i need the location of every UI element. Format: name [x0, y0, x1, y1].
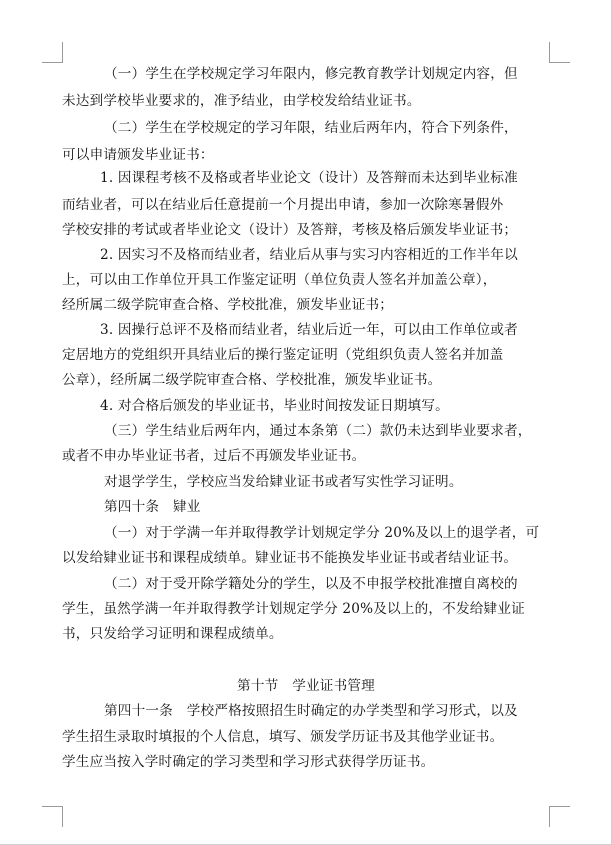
- paragraph-line: 对退学学生，学校应当发给肄业证书或者写实性学习证明。: [104, 474, 463, 490]
- crop-mark-bottom-right: [549, 806, 570, 827]
- paragraph-line: 而结业者，可以在结业后任意提前一个月提出申请，参加一次除寒暑假外: [62, 197, 504, 213]
- paragraph-line: 学生，虽然学满一年并取得教学计划规定学分 20%及以上的，不发给肄业证: [62, 601, 525, 617]
- paragraph-line: 学校安排的考试或者毕业论文（设计）及答辩，考核及格后颁发毕业证书；: [62, 222, 518, 238]
- paragraph-line: 1. 因课程考核不及格或者毕业论文（设计）及答辩而未达到毕业标准: [100, 170, 518, 186]
- paragraph-line: （一）学生在学校规定学习年限内，修完教育教学计划规定内容，但: [104, 66, 518, 82]
- paragraph-line: 2. 因实习不及格而结业者，结业后从事与实习内容相近的工作半年以: [100, 247, 518, 263]
- article-heading: 第四十条 肄业: [104, 499, 201, 515]
- crop-mark-top-right: [549, 42, 570, 63]
- paragraph-line: （三）学生结业后两年内，通过本条第（二）款仍未达到毕业要求者，: [104, 423, 532, 439]
- paragraph-line: 学生应当按入学时确定的学习类型和学习形式获得学历证书。: [62, 754, 435, 770]
- paragraph-line: 学生招生录取时填报的个人信息，填写、颁发学历证书及其他学业证书。: [62, 729, 504, 745]
- section-heading: 第十节 学业证书管理: [237, 678, 375, 694]
- paragraph-line: 或者不申办毕业证书者，过后不再颁发毕业证书。: [62, 448, 366, 464]
- paragraph-line: 定居地方的党组织开具结业后的操行鉴定证明（党组织负责人签名并加盖: [62, 347, 504, 363]
- paragraph-line: 3. 因操行总评不及格而结业者，结业后近一年，可以由工作单位或者: [100, 322, 518, 338]
- paragraph-line: （一）对于学满一年并取得教学计划规定学分 20%及以上的退学者，可: [104, 525, 540, 541]
- paragraph-line: 经所属二级学院审查合格、学校批准，颁发毕业证书；: [62, 297, 394, 313]
- paragraph-line: 书，只发给学习证明和课程成绩单。: [62, 626, 283, 642]
- paragraph-line: 第四十一条 学校严格按照招生时确定的办学类型和学习形式，以及: [104, 703, 518, 719]
- paragraph-line: （二）学生在学校规定的学习年限，结业后两年内，符合下列条件，: [104, 120, 518, 136]
- crop-mark-top-left: [42, 42, 63, 63]
- paragraph-line: 公章），经所属二级学院审查合格、学校批准，颁发毕业证书。: [62, 372, 442, 388]
- paragraph-line: 以发给肄业证书和课程成绩单。肄业证书不能换发毕业证书或者结业证书。: [62, 550, 518, 566]
- crop-mark-bottom-left: [42, 806, 63, 827]
- paragraph-line: 可以申请颁发毕业证书：: [62, 147, 214, 163]
- paragraph-line: 4. 对合格后颁发的毕业证书，毕业时间按发证日期填写。: [100, 398, 449, 414]
- paragraph-line: （二）对于受开除学籍处分的学生，以及不申报学校批准擅自离校的: [104, 576, 518, 592]
- paragraph-line: 上，可以由工作单位开具工作鉴定证明（单位负责人签名并加盖公章），: [62, 272, 497, 288]
- paragraph-line: 未达到学校毕业要求的，准予结业，由学校发给结业证书。: [62, 93, 421, 109]
